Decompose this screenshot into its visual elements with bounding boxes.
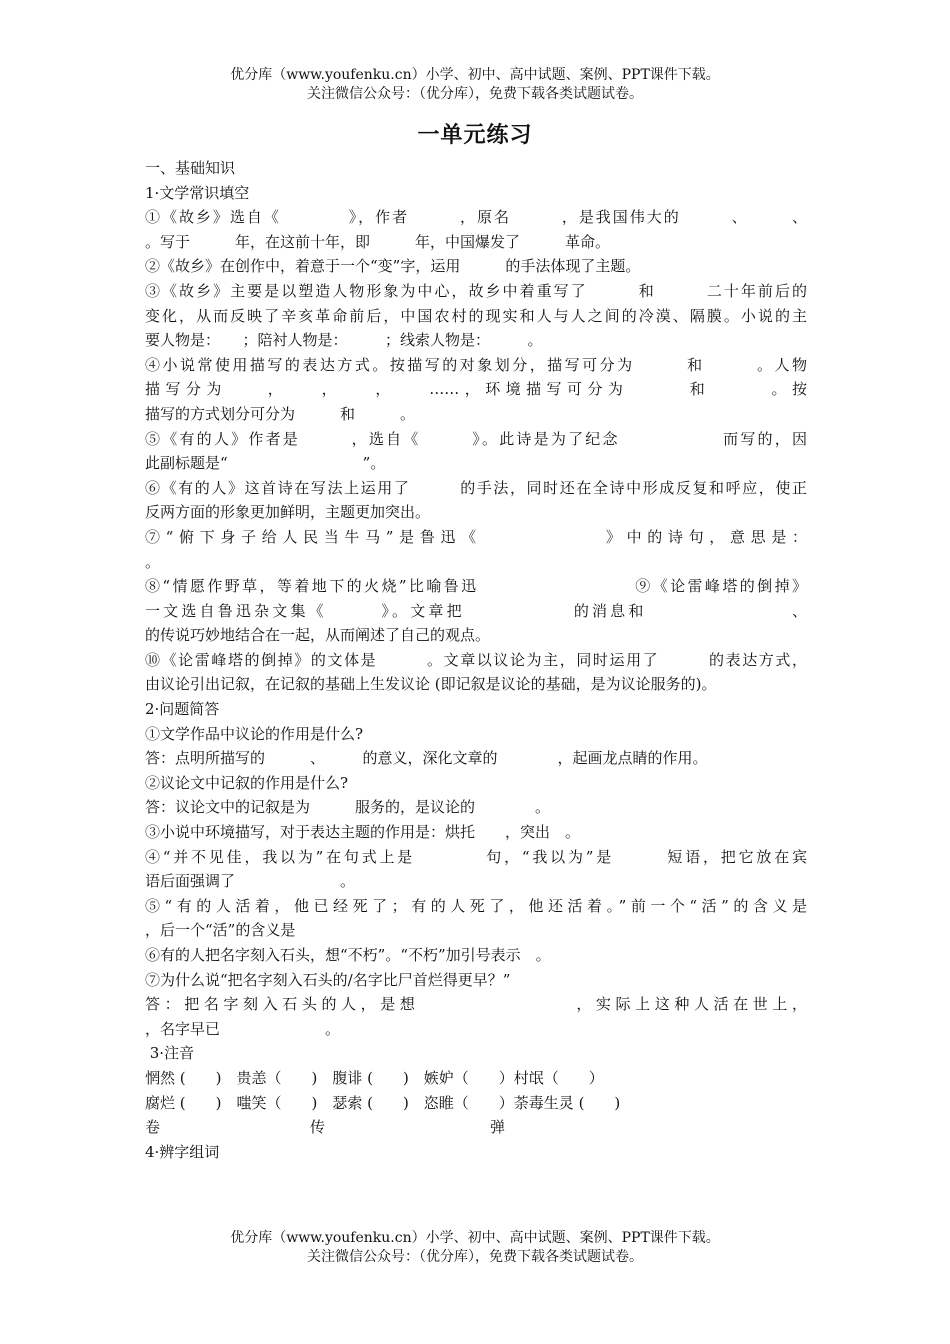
text-line: 腐烂 ( ) 嗤笑（ ) 瑟索 ( ) 恣睢（ ）荼毒生灵 ( ) — [145, 1093, 621, 1112]
text-line: ⑤《有的人》作者是 ，选自《 》。此诗是为了纪念 而写的，因 — [145, 429, 807, 448]
text-line: ，后一个“活”的含义是 — [145, 921, 296, 940]
sub-heading: 4·辨字组词 — [145, 1142, 220, 1161]
page-title: 一单元练习 — [417, 122, 533, 148]
sub-heading: 1·文学常识填空 — [145, 183, 250, 202]
footer-line-1: 优分库（www.youfenku.cn）小学、初中、高中试题、案例、PPT课件下载。 — [230, 1230, 720, 1246]
text-line: 描写分为 ， ， ， ……，环境描写可分为 和 。按 — [145, 380, 807, 399]
text-line: ⑦“俯下身子给人民当牛马”是鲁迅《 》中的诗句，意思是： — [145, 527, 807, 546]
footer-line-2: 关注微信公众号：（优分库），免费下载各类试题试卷。 — [307, 1249, 643, 1265]
text-line: 答：点明所描写的 、 的意义，深化文章的 ，起画龙点睛的作用。 — [145, 749, 708, 768]
text-line: 的传说巧妙地结合在一起，从而阐述了自己的观点。 — [145, 626, 491, 645]
text-line: ⑤“有的人活着，他已经死了；有的人死了，他还活着。”前一个“活”的含义是 — [145, 896, 807, 915]
text-line: 描写的方式划分可分为 和 。 — [145, 404, 416, 423]
text-line: 答：议论文中的记叙是为 服务的，是议论的 。 — [145, 798, 551, 817]
text-line: ②《故乡》在创作中，着意于一个“变”字，运用 的手法体现了主题。 — [145, 257, 641, 276]
section-heading: 一、基础知识 — [145, 159, 236, 177]
text-line: ⑦为什么说“把名字刻入石头的/名字比尸首烂得更早？” — [145, 970, 511, 989]
text-line: ①文学作品中议论的作用是什么? — [145, 724, 364, 743]
text-line: ，名字早已 。 — [145, 1019, 341, 1038]
text-line: ④“并不见佳，我以为”在句式上是 句，“我以为”是 短语，把它放在宾 — [145, 847, 807, 866]
text-line: 变化，从而反映了辛亥革命前后，中国农村的现实和人与人之间的冷漠、隔膜。小说的主 — [145, 306, 807, 325]
text-line: 此副标题是“ ”。 — [145, 454, 386, 473]
text-line: 由议论引出记叙，在记叙的基础上生发议论 (即记叙是议论的基础，是为议论服务的)。 — [145, 675, 717, 694]
page-footer — [0, 1229, 950, 1267]
text-line: ⑥《有的人》这首诗在写法上运用了 的手法，同时还在全诗中形成反复和呼应，使正 — [145, 478, 807, 497]
text-line: ⑧“情愿作野草，等着地下的火烧”比喻鲁迅 ⑨《论雷峰塔的倒掉》 — [145, 577, 807, 596]
text-line: 卷 传 弹 — [145, 1118, 506, 1137]
header-line-1: 优分库（www.youfenku.cn）小学、初中、高中试题、案例、PPT课件下载。 — [230, 67, 720, 83]
text-line: 答：把名字刻入石头的人，是想 ，实际上这种人活在世上， — [145, 995, 807, 1014]
text-line: ②议论文中记叙的作用是什么? — [145, 773, 349, 792]
text-line: 惘然 ( ) 贵恙（ ) 腹诽 ( ) 嫉妒（ ）村氓（ ） — [145, 1068, 604, 1087]
text-line: 。 — [145, 552, 161, 571]
page-header — [0, 66, 950, 104]
sub-heading: 3·注音 — [145, 1044, 195, 1063]
text-line: 要人物是： ；陪衬人物是： ；线索人物是： 。 — [145, 331, 543, 350]
text-line: 一文选自鲁迅杂文集《 》。文章把 的消息和 、 — [145, 601, 807, 620]
text-line: ⑩《论雷峰塔的倒掉》的文体是 。文章以议论为主，同时运用了 的表达方式， — [145, 650, 807, 669]
sub-heading: 2·问题简答 — [145, 700, 220, 719]
text-line: ⑥有的人把名字刻入石头，想“不朽”。“不朽”加引号表示 。 — [145, 946, 551, 964]
text-line: ④小说常使用描写的表达方式。按描写的对象划分，描写可分为 和 。人物 — [145, 355, 807, 374]
text-line: 语后面强调了 。 — [145, 872, 356, 891]
document-body — [145, 156, 807, 1164]
text-line: ③小说中环境描写，对于表达主题的作用是：烘托 ，突出 。 — [145, 823, 581, 842]
header-line-2: 关注微信公众号：（优分库），免费下载各类试题试卷。 — [307, 86, 643, 102]
text-line: ③《故乡》主要是以塑造人物形象为中心，故乡中着重写了 和 二十年前后的 — [145, 281, 807, 300]
text-line: ①《故乡》选自《 》，作者 ，原名 ，是我国伟大的 、 、 — [145, 208, 807, 227]
text-line: 反两方面的形象更加鲜明，主题更加突出。 — [145, 503, 431, 522]
text-line: 。写于 年，在这前十年，即 年，中国爆发了 革命。 — [145, 232, 611, 251]
